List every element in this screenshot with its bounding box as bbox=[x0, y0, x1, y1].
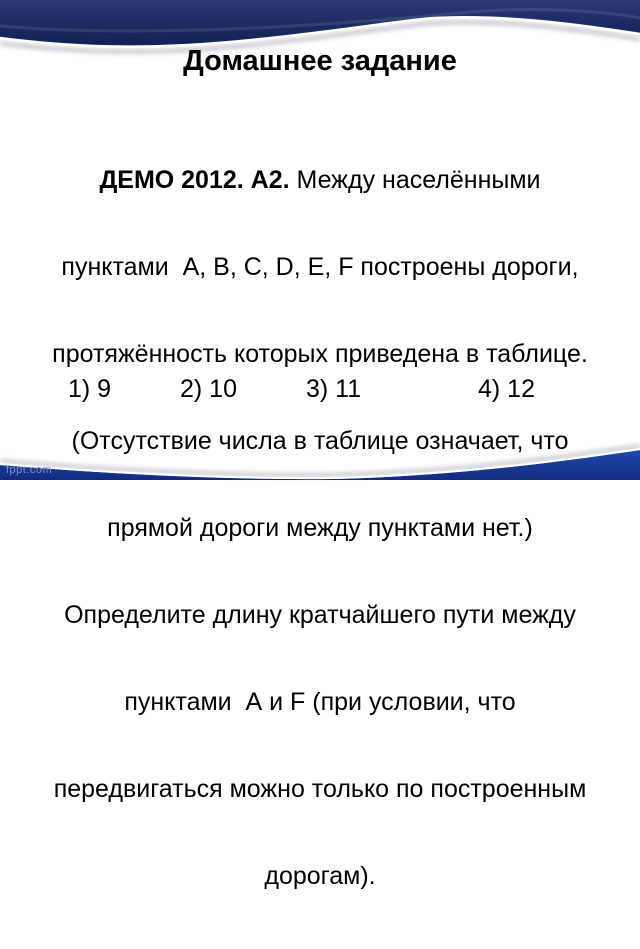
problem-line-1-rest: Между населёнными bbox=[289, 166, 541, 194]
problem-line-9: дорогам). bbox=[264, 862, 376, 890]
answer-option-1: 1) 9 bbox=[68, 375, 112, 403]
slide-title: Домашнее задание bbox=[183, 45, 457, 77]
problem-line-8: передвигаться можно только по построенным bbox=[53, 775, 587, 803]
problem-line-2: пунктами А, В, С, D, Е, F построены дороги, bbox=[61, 253, 579, 281]
fppt-watermark: fppt.com bbox=[6, 464, 53, 476]
answer-option-4: 4) 12 bbox=[478, 375, 535, 403]
problem-line-5: прямой дороги между пунктами нет.) bbox=[107, 514, 533, 542]
problem-line-1 bbox=[16, 166, 624, 195]
answer-options-row bbox=[0, 375, 640, 404]
problem-line-6: Определите длину кратчайшего пути между bbox=[64, 601, 576, 629]
answer-option-2: 2) 10 bbox=[180, 375, 237, 403]
problem-line-7: пунктами А и F (при условии, что bbox=[124, 688, 516, 716]
problem-task-label: ДЕМО 2012. А2. bbox=[99, 166, 290, 194]
problem-line-3: протяжённость которых приведена в таблице. bbox=[52, 340, 588, 368]
problem-line-4: (Отсутствие числа в таблице означает, что bbox=[71, 427, 569, 455]
answer-option-3: 3) 11 bbox=[306, 375, 362, 403]
problem-text-block bbox=[16, 108, 624, 949]
